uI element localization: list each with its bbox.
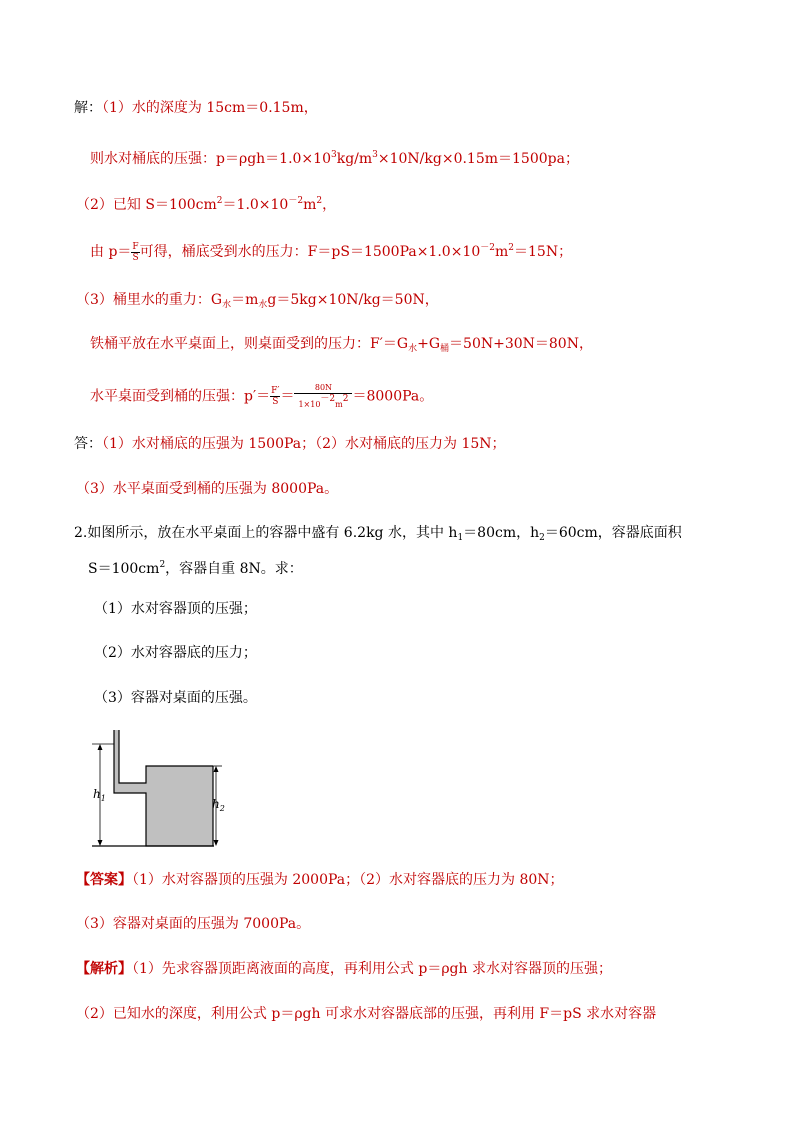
sup: 3 xyxy=(372,150,378,160)
h2-sub: 2 xyxy=(219,804,225,813)
h1-label xyxy=(93,787,106,803)
unit: m xyxy=(303,197,317,213)
answer-tag: 【答案】 xyxy=(76,872,132,888)
answer1-line-1 xyxy=(74,434,506,454)
question-weight: ，容器自重 8N。求： xyxy=(165,561,303,577)
solution-step-1: （1）水的深度为 15cm＝0.15m， xyxy=(102,100,318,116)
sup: 2 xyxy=(316,196,323,206)
solution-line-2 xyxy=(90,145,579,169)
area-given: （2）已知 S＝100cm xyxy=(76,197,217,213)
h2-arrow-down xyxy=(214,840,219,846)
fraction-f-over-s xyxy=(131,242,139,263)
frac-num: 80N xyxy=(294,383,352,394)
solution-line-6 xyxy=(90,334,593,359)
h1-sub: 1 xyxy=(100,794,106,803)
fraction-80n-over-area xyxy=(294,383,352,410)
answer1-text-2: （3）水平桌面受到桶的压强为 8000Pa。 xyxy=(76,481,339,497)
h1-arrow-up xyxy=(98,744,103,750)
answer1-text: （1）水对桶底的压强为 1500Pa；（2）水对桶底的压力为 15N； xyxy=(102,436,506,452)
sup: －2 xyxy=(320,394,336,404)
frac-den-value: 1×10 xyxy=(298,400,321,409)
analysis-text: （1）先求容器顶距离液面的高度，再利用公式 p＝ρgh 求水对容器顶的压强； xyxy=(132,961,612,977)
area-conv: ＝1.0×10 xyxy=(222,197,289,213)
answer-prefix: 答： xyxy=(74,436,102,452)
sub: 水 xyxy=(258,300,268,310)
frac-den: S xyxy=(132,252,139,263)
equals: ＝ xyxy=(280,388,295,405)
table-force: 铁桶平放在水平桌面上，则桌面受到的压力：F′＝G xyxy=(90,336,409,352)
gravity-result: g＝5kg×10N/kg＝50N， xyxy=(267,292,439,308)
solution-line-5 xyxy=(76,290,439,315)
sup: －2 xyxy=(288,196,304,206)
pressure-result: ×10N/kg×0.15m＝1500pa； xyxy=(377,151,579,167)
answer1-line-2 xyxy=(76,479,338,499)
question2-item-2: （2）水对容器底的压力； xyxy=(94,645,257,661)
answer2-text: （1）水对容器顶的压强为 2000Pa；（2）水对容器底的压力为 80N； xyxy=(132,872,564,888)
frac-num: F xyxy=(132,241,139,252)
h2-arrow-up xyxy=(214,766,219,772)
analysis-tag: 【解析】 xyxy=(76,961,132,977)
sup: －2 xyxy=(480,243,495,253)
pressure-formula: 则水对桶底的压强：p＝ρgh＝1.0×10 xyxy=(90,151,331,167)
table-pressure-result: ＝8000Pa。 xyxy=(352,388,434,405)
analysis-text-2: （2）已知水的深度，利用公式 p＝ρgh 可求水对容器底部的压强，再利用 F＝pS 求水对容器 xyxy=(76,1006,657,1022)
question-text: 2.如图所示，放在水平桌面上的容器中盛有 6.2kg 水，其中 h xyxy=(74,525,458,541)
unit: m xyxy=(335,400,343,409)
force-calc: 可得，桶底受到水的压力：F＝pS＝1500Pa×1.0×10 xyxy=(139,244,481,260)
table-pressure-pre: 水平桌面受到桶的压强：p′＝ xyxy=(90,388,271,405)
frac-num: F′ xyxy=(271,386,280,396)
analysis-line-2 xyxy=(76,1004,656,1024)
analysis-line-1 xyxy=(76,959,612,979)
sup: 2 xyxy=(159,560,166,570)
water-fill xyxy=(114,730,213,846)
sup: 2 xyxy=(216,196,223,206)
h1-arrow-down xyxy=(98,840,103,846)
frac-den xyxy=(294,394,352,410)
force-result: ＝15N； xyxy=(514,244,573,260)
plus: +G xyxy=(417,336,441,352)
solution-line-7 xyxy=(90,383,433,410)
frac-den: S xyxy=(272,397,279,407)
unit: kg/m xyxy=(336,151,373,167)
question-text-2: ＝80cm，h xyxy=(463,525,540,541)
question2-line-1 xyxy=(74,523,682,548)
solution-line-4 xyxy=(90,238,572,263)
sub: 2 xyxy=(539,533,545,543)
h1-letter: h xyxy=(93,787,101,801)
answer2-line-1 xyxy=(76,870,564,890)
answer2-text-2: （3）容器对桌面的压强为 7000Pa。 xyxy=(76,916,311,932)
punct: ， xyxy=(322,197,337,213)
solution-prefix: 解： xyxy=(74,100,102,116)
sup: 2 xyxy=(508,243,514,253)
sub: 1 xyxy=(457,533,464,543)
sub: 水 xyxy=(222,300,232,310)
question-text-3: ＝60cm，容器底面积 xyxy=(544,525,682,541)
sup: 2 xyxy=(342,394,349,404)
unit: m xyxy=(494,244,509,260)
table-force-result: ＝50N+30N＝80N， xyxy=(449,336,593,352)
h2-label xyxy=(212,797,225,813)
sup: 3 xyxy=(330,150,337,160)
question-area: S＝100cm xyxy=(88,561,160,577)
answer2-line-2 xyxy=(76,914,310,934)
sub: 水 xyxy=(408,344,418,354)
gravity-calc: （3）桶里水的重力：G xyxy=(76,292,223,308)
container-diagram xyxy=(88,730,228,850)
question2-line-2 xyxy=(88,555,303,579)
solution-line-3 xyxy=(76,191,336,215)
fraction-fprime-over-s xyxy=(270,386,280,407)
sub: 桶 xyxy=(440,344,450,354)
solution-line-1 xyxy=(74,98,318,118)
formula-pre: 由 p＝ xyxy=(90,244,132,260)
gravity-calc-2: ＝m xyxy=(231,292,259,308)
question2-item-3: （3）容器对桌面的压强。 xyxy=(94,690,257,706)
question2-item-1: （1）水对容器顶的压强； xyxy=(94,601,257,617)
h2-letter: h xyxy=(212,797,220,811)
